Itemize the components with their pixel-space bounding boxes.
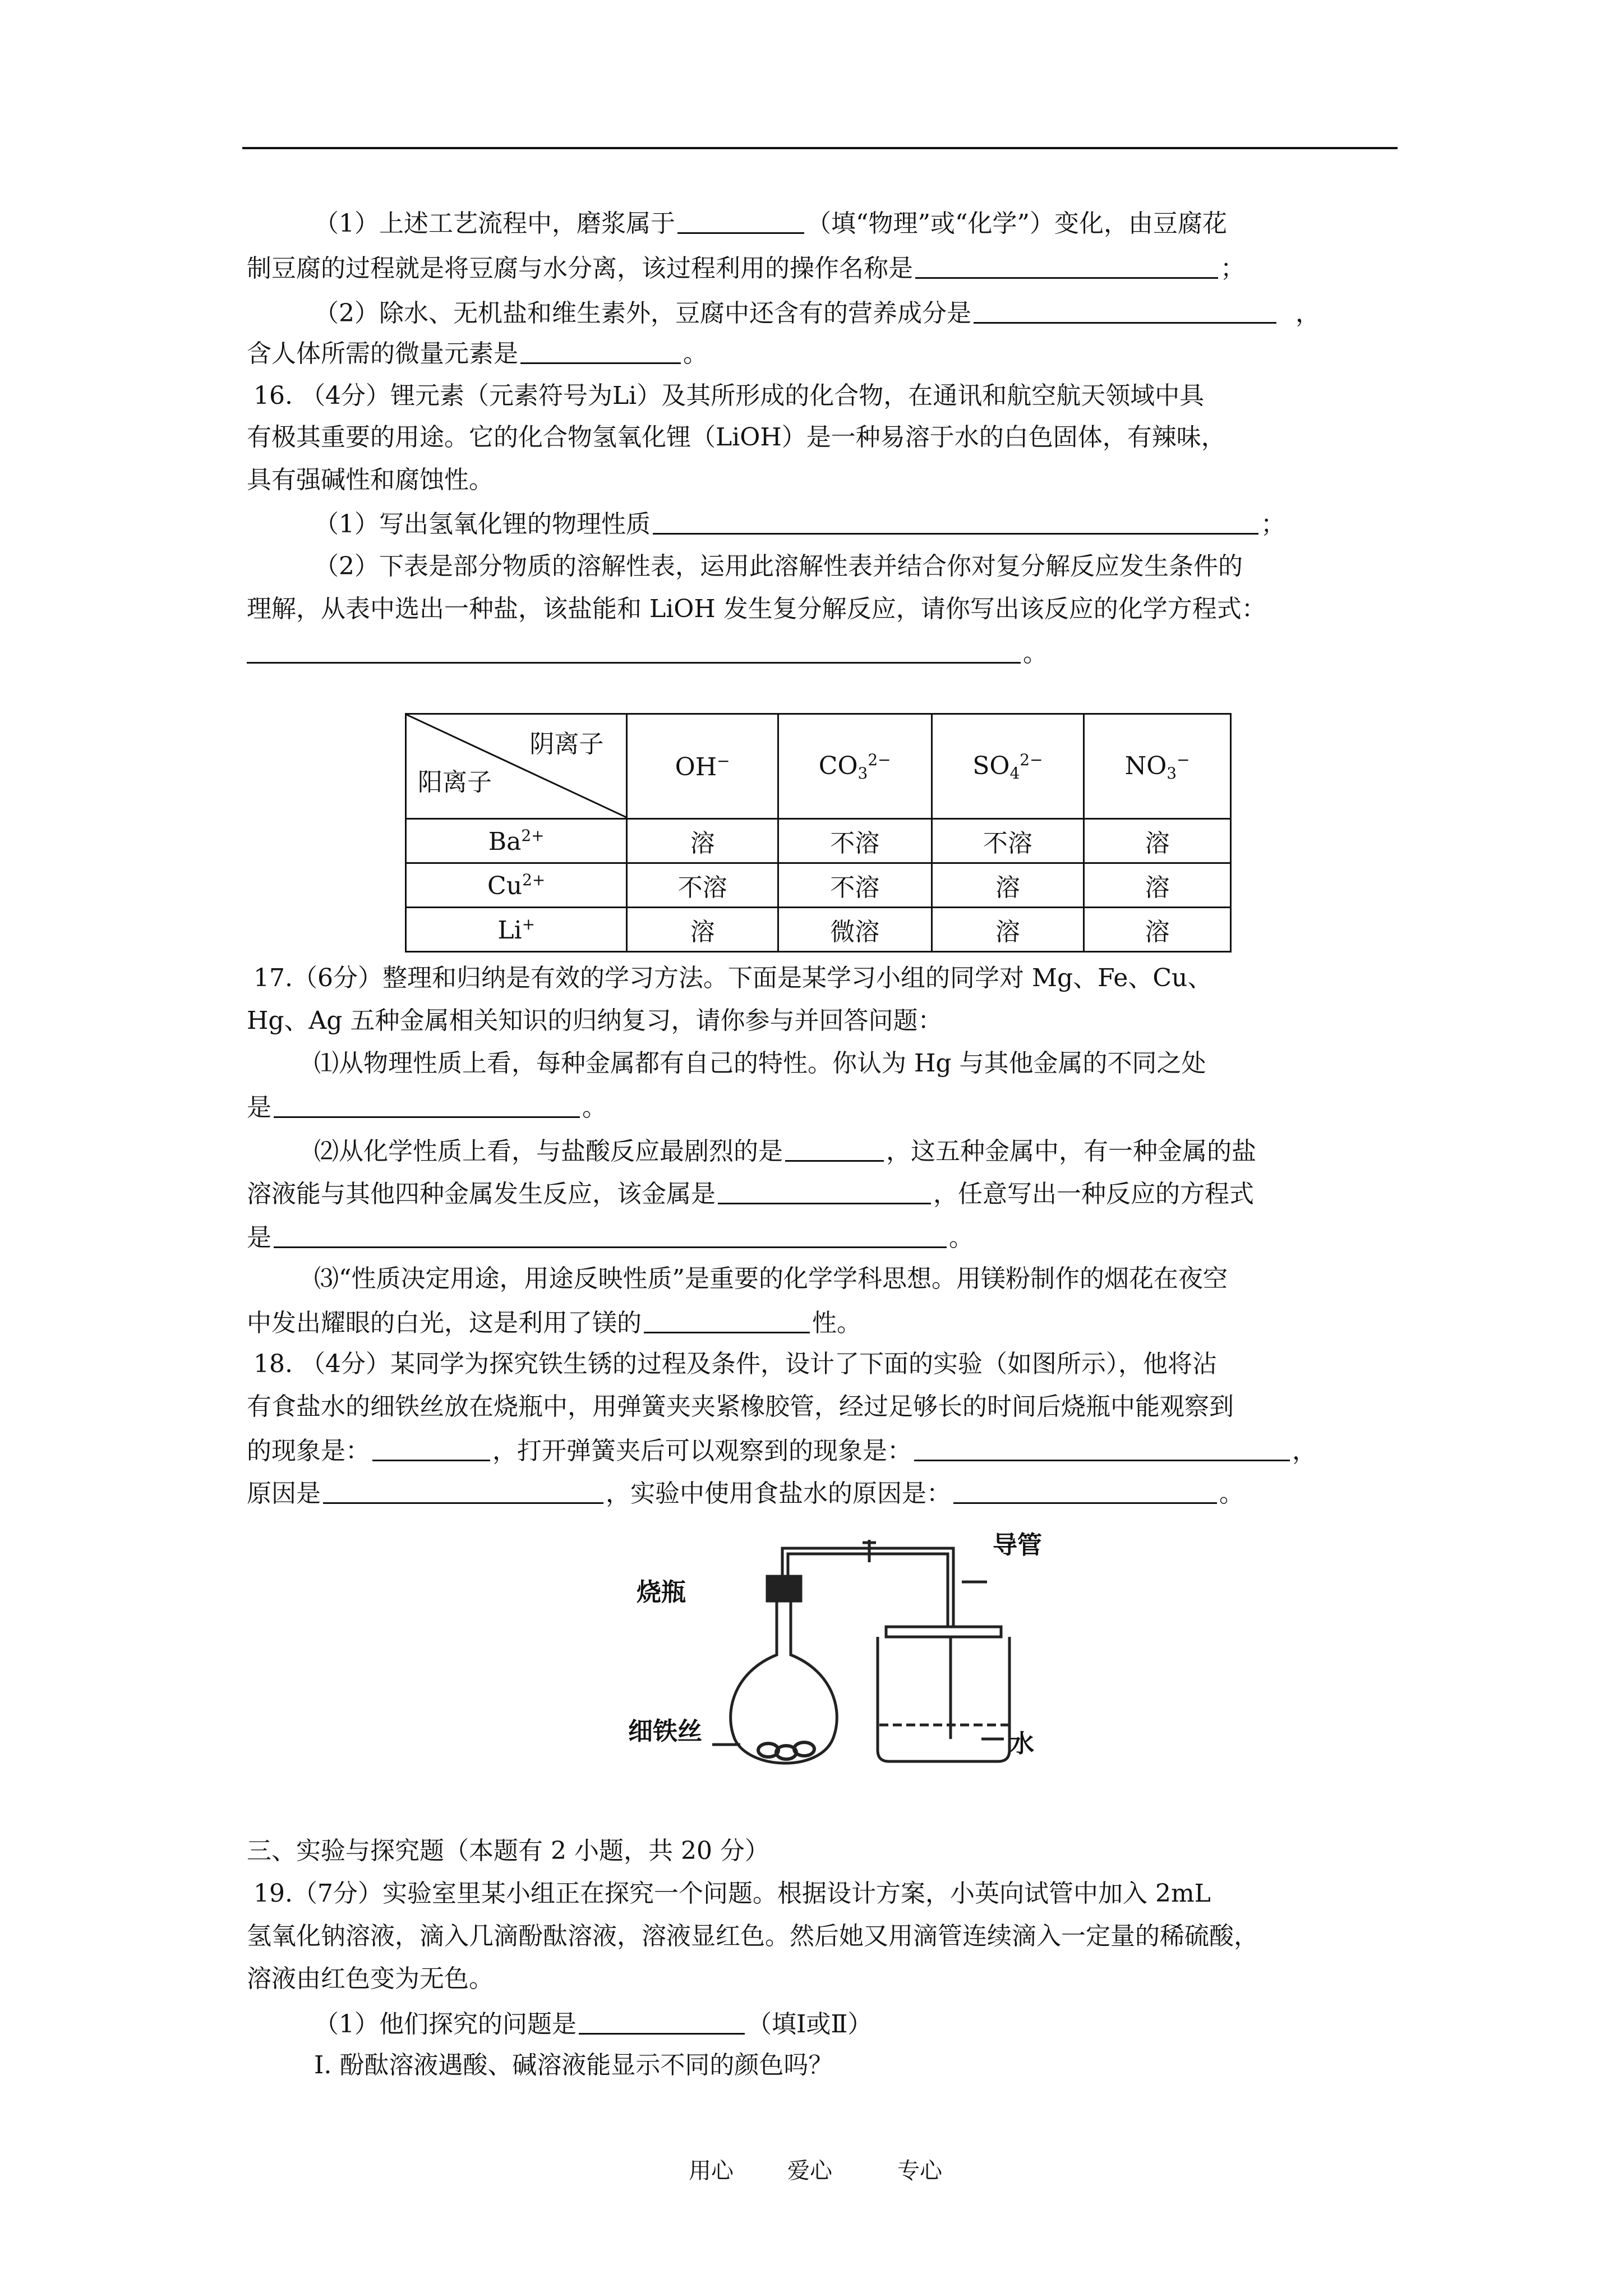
q19-part1 [314,2007,1469,2040]
q18-text-f: 。 [1219,1479,1244,1508]
anion-header: 阴离子 [529,730,604,758]
tube-label: 导管 [993,1531,1042,1559]
q17-p2-text-c: 溶液能与其他四种金属发生反应，该金属是 [247,1180,716,1208]
q18-text-b: ，打开弹簧夹后可以观察到的现象是： [492,1437,912,1465]
table-cell: 溶 [1084,908,1231,952]
answer-blank[interactable] [785,1134,884,1162]
answer-blank[interactable] [520,337,681,364]
q17-p2-text-f: 。 [949,1223,974,1252]
q17-part3-line2 [247,1306,1402,1339]
table-cell: 溶 [932,908,1084,952]
q19-line2: 氢氧化钠溶液，滴入几滴酚酞溶液，溶液显红色。然后她又用滴管连续滴入一定量的稀硫酸， [247,1922,1258,1950]
q19-p1-text-a: （1）他们探究的问题是 [314,2010,577,2039]
q19-line1: 19.（7分）实验室里某小组正在探究一个问题。根据设计方案，小英向试管中加入 2mL [253,1879,1211,1908]
anion-co3: $CO_3^{2-}$ [778,714,932,819]
q15-p2-text-b: ， [1295,299,1320,328]
q15-part1-line1 [314,206,1469,240]
answer-blank[interactable] [247,636,1021,664]
table-row [406,863,1231,908]
answer-blank[interactable] [644,1306,810,1333]
iron-wire-label: 细铁丝 [628,1717,702,1746]
q17-line2: Hg、Ag 五种金属相关知识的归纳复习，请你参与并回答问题： [247,1006,943,1035]
table-cell: 溶 [1084,819,1231,863]
answer-blank[interactable] [274,1221,947,1248]
answer-blank[interactable] [653,507,1258,535]
cation-li: Li+ [406,908,627,952]
q17-part2-line2 [247,1177,1402,1210]
table-cell: 溶 [932,863,1084,908]
answer-blank[interactable] [274,1091,580,1118]
table-row [406,819,1231,863]
q17-p2-text-b: ，这五种金属中，有一种金属的盐 [886,1137,1256,1166]
solubility-table [405,713,1232,953]
q19-option-1: Ⅰ. 酚酞溶液遇酸、碱溶液能显示不同的颜色吗？ [314,2051,833,2079]
q15-part1-line2 [247,251,1402,284]
q17-p1-end: 。 [582,1093,607,1122]
header-rule [242,147,1398,149]
q19-line3: 溶液由红色变为无色。 [247,1964,494,1993]
q17-line1: 17.（6分）整理和归纳是有效的学习方法。下面是某学习小组的同学对 Mg、Fe、Cu、 [253,964,1212,992]
cation-header: 阳离子 [418,768,492,797]
q15-p2-text-d: 。 [683,339,708,368]
anion-oh: OH− [627,714,778,819]
table-cell: 不溶 [778,819,932,863]
q15-p1-text-d: ； [1220,254,1245,283]
section-title: 三、实验与探究题（本题有 2 小题，共 20 分） [247,1837,769,1865]
q15-p1-text-b: （填“物理”或“化学”）变化，由豆腐花 [806,209,1227,238]
q15-p1-text-c: 制豆腐的过程就是将豆腐与水分离，该过程利用的操作名称是 [247,254,913,283]
table-cell: 不溶 [627,863,778,908]
q15-p2-text-a: （2）除水、无机盐和维生素外，豆腐中还含有的营养成分是 [314,299,971,328]
rusting-apparatus-figure [628,1515,1043,1778]
answer-blank[interactable] [915,251,1218,279]
q17-part3-line1: ⑶“性质决定用途，用途反映性质”是重要的化学学科思想。用镁粉制作的烟花在夜空 [314,1264,1228,1293]
table-cell: 溶 [627,908,778,952]
q18-text-d: 原因是 [247,1479,321,1508]
q16-line1: 16. （4分）锂元素（元素符号为Li）及其所形成的化合物，在通讯和航空航天领域中具 [253,381,1205,410]
answer-blank[interactable] [974,296,1276,324]
table-corner-cell [406,714,627,819]
q15-part2-line2 [247,337,1402,370]
answer-blank[interactable] [718,1177,931,1204]
q17-part2-line3 [247,1221,1402,1254]
footer-word-1: 用心 [689,2158,734,2184]
cation-ba: $Ba^{2+}$ [406,819,627,863]
table-cell: 不溶 [778,863,932,908]
q17-p1-text: 是 [247,1093,271,1122]
answer-blank[interactable] [323,1476,603,1504]
q16-p1-text: （1）写出氢氧化锂的物理性质 [314,510,651,539]
q18-text-c: ， [1292,1437,1317,1465]
answer-blank[interactable] [677,206,804,234]
q18-text-a: 的现象是： [247,1437,370,1465]
q16-part2-answer-line [247,636,1402,669]
q16-line3: 具有强碱性和腐蚀性。 [247,466,494,494]
q18-line1: 18. （4分）某同学为探究铁生锈的过程及条件，设计了下面的实验（如图所示），他将沾 [253,1350,1217,1378]
answer-blank[interactable] [372,1434,490,1461]
q18-line2: 有食盐水的细铁丝放在烧瓶中，用弹簧夹夹紧橡胶管，经过足够长的时间后烧瓶中能观察到 [247,1392,1234,1421]
table-header-row [406,714,1231,819]
table-cell: 溶 [627,819,778,863]
q15-part2-line1 [314,296,1469,329]
answer-blank[interactable] [914,1434,1290,1461]
flask-label: 烧瓶 [637,1578,686,1607]
q17-p2-text-e: 是 [247,1223,271,1252]
q16-part2-line1: （2）下表是部分物质的溶解性表，运用此溶解性表并结合你对复分解反应发生条件的 [314,552,1243,581]
q16-part1 [314,507,1469,540]
footer-word-2: 爱心 [787,2158,832,2184]
q17-p2-text-a: ⑵从化学性质上看，与盐酸反应最剧烈的是 [314,1137,783,1166]
cation-cu: $Cu^{2+}$ [406,863,627,908]
table-cell: 不溶 [932,819,1084,863]
q18-line3 [247,1434,1402,1467]
q17-part2-line1 [314,1134,1469,1167]
water-label: 水 [1009,1729,1034,1758]
footer-word-3: 专心 [897,2158,942,2184]
q17-p2-text-d: ，任意写出一种反应的方程式 [933,1180,1254,1208]
q17-part1-line1: ⑴从物理性质上看，每种金属都有自己的特性。你认为 Hg 与其他金属的不同之处 [314,1049,1206,1078]
q19-p1-text-b: （填Ⅰ或Ⅱ） [747,2010,873,2039]
q16-line2: 有极其重要的用途。它的化合物氢氧化锂（LiOH）是一种易溶于水的白色固体，有辣味， [247,423,1226,452]
q17-p3-text-b: 性。 [812,1309,861,1337]
q17-part1-line2 [247,1091,1402,1124]
q15-p2-text-c: 含人体所需的微量元素是 [247,339,518,368]
q16-p2-end: 。 [1023,639,1048,668]
q16-p1-end: ； [1261,510,1285,539]
table-cell: 微溶 [778,908,932,952]
q17-p3-text-a: 中发出耀眼的白光，这是利用了镁的 [247,1309,642,1337]
q18-text-e: ，实验中使用食盐水的原因是： [606,1479,951,1508]
answer-blank[interactable] [579,2007,745,2035]
anion-so4: $SO_4^{2-}$ [932,714,1084,819]
q16-part2-line2: 理解，从表中选出一种盐，该盐能和 LiOH 发生复分解反应，请你写出该反应的化学方程式： [247,595,1266,623]
table-cell: 溶 [1084,863,1231,908]
q15-p1-text-a: （1）上述工艺流程中，磨浆属于 [314,209,675,238]
answer-blank[interactable] [953,1476,1217,1504]
table-row [406,908,1231,952]
anion-no3: $NO_3^-$ [1084,714,1231,819]
q18-line4 [247,1476,1402,1510]
